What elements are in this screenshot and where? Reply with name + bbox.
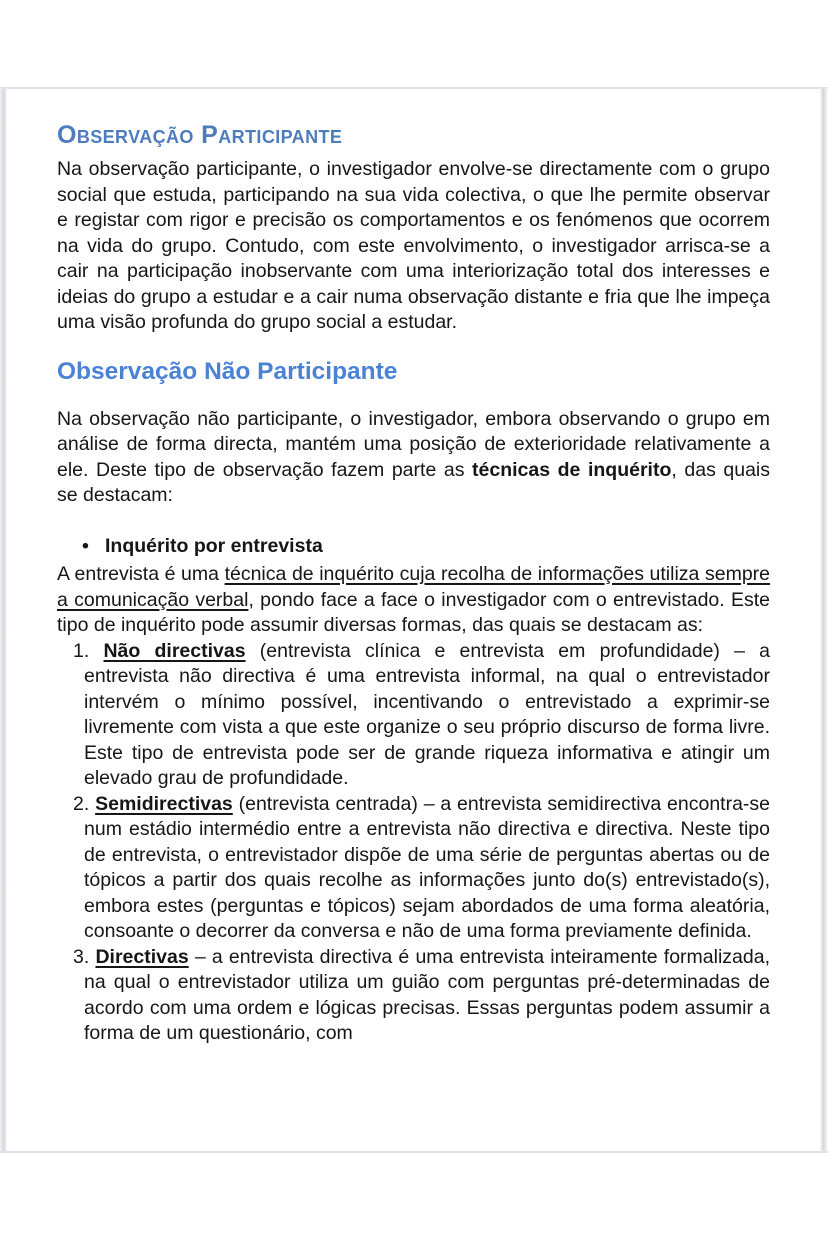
- list-item-text: Directivas – a entrevista directiva é uma entrevista inteiramente formalizada, na qual o entrevistador utiliza um guião com perguntas pré-determinadas de acordo com uma ordem e lógicas precisas. Essas perguntas podem assumir a forma de um questionário, com: [84, 945, 770, 1044]
- paragraph-entrevista-intro: A entrevista é uma técnica de inquérito cuja recolha de informações utiliza sempre a comunicação verbal, pondo face a face o investigador com o entrevistado. Este tipo de inquérito pode assumir diversas formas, das quais se destacam as:: [57, 563, 771, 636]
- heading-observacao-participante: Observação Participante: [57, 121, 343, 149]
- list-item-text: Semidirectivas (entrevista centrada) – a entrevista semidirectiva encontra-se num estádio intermédio entre a entrevista não directiva e directiva. Neste tipo de entrevista, o entrevistador dispõe de uma série de perguntas abertas ou de tópicos a partir dos quais recolhe as informações junto do(s) entrevistado(s), embora estes (perguntas e tópicos) sejam abordados de uma forma aleatória, consoante o decorrer da conversa e não de uma forma previamente definida.: [84, 792, 771, 942]
- page-bottom-edge: [0, 1151, 828, 1153]
- paragraph-observacao-nao-participante: Na observação não participante, o investigador, embora observando o grupo em análise de forma directa, mantém uma posição de exterioridade relativamente a ele. Deste tipo de observação fazem parte as técnicas de inquérito, das quais se destacam:: [57, 407, 771, 506]
- heading-observacao-nao-participante: Observação Não Participante: [57, 357, 398, 385]
- list-item-directivas: [57, 945, 770, 1047]
- page-left-edge: [0, 88, 7, 1151]
- page-right-edge: [820, 88, 827, 1151]
- list-item-text: Não directivas (entrevista clínica e entrevista em profundidade) – a entrevista não directiva é uma entrevista informal, na qual o entrevistador intervém o mínimo possível, incentivando o entrevistado a exprimir-se livremente com vista a que este organize o seu próprio discurso de forma livre. Este tipo de entrevista pode ser de grande riqueza informativa e atingir um elevado grau de profundidade.: [84, 639, 771, 789]
- list-number: 2.: [73, 792, 90, 815]
- document-page[interactable]: [57, 88, 770, 1047]
- paragraph-observacao-participante: Na observação participante, o investigador envolve-se directamente com o grupo social que estuda, participando na sua vida colectiva, o que lhe permite observar e registar com rigor e precisão os comportamentos e os fenómenos que ocorrem na vida do grupo. Contudo, com este envolvimento, o investigador arrisca-se a cair na participação inobservante com uma interiorização total dos interesses e ideias do grupo a estudar e a cair numa observação distante e fria que lhe impeça uma visão profunda do grupo social a estudar.: [57, 158, 770, 333]
- list-number: 1.: [73, 639, 90, 662]
- bullet-marker-icon: •: [82, 534, 89, 557]
- bullet-item-inquerito-por-entrevista: [57, 534, 770, 560]
- list-item-nao-directivas: [57, 639, 770, 792]
- list-item-semidirectivas: [57, 792, 770, 945]
- bullet-item-label: Inquérito por entrevista: [105, 534, 323, 557]
- list-number: 3.: [73, 945, 90, 968]
